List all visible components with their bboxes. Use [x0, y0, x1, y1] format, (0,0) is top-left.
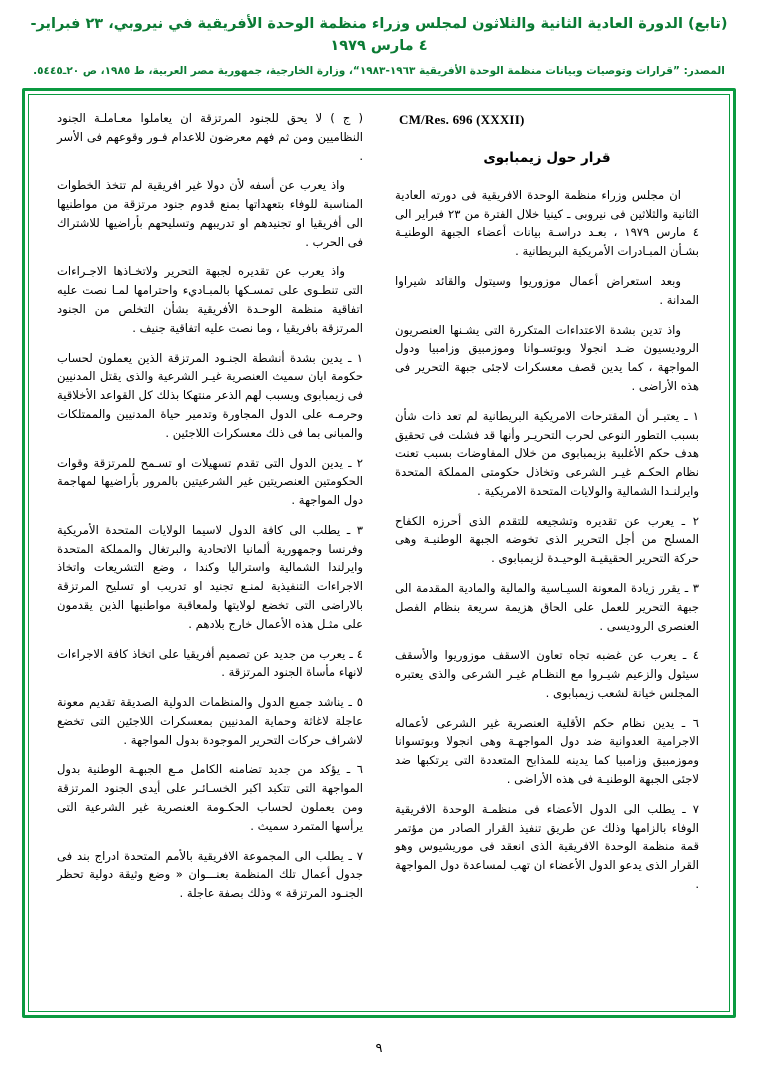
content-frame: [22, 88, 736, 1018]
document-title: قرار حول زيمبابوى: [483, 150, 611, 167]
paragraph: ٣ ـ يطلب الى كافة الدول لاسيما الولايات المتحدة الأمريكية وفرنسا وجمهورية ألمانيا الاتحادية والبرتغال والمملكة المتحدة وايرلندا الشمالية واستراليا وكندا ، وضع التشريعات واتخاذ الاجراءات التنفيذية لمنـع تجنيد او تدريب او تسليح المرتزقة بالاراضى التى تخضع لولايتها ولمعاقبة مواطنيها الذين يقدمون على مثـل هذه الأعمال خارج بلادهم .: [57, 522, 363, 631]
paragraph: ١ ـ يدين بشدة أنشطة الجنـود المرتزقة الذين يعملون لحساب حكومة ايان سميث العنصرية غيـر الشرعية والذى يقتل المدنيين فى زيمبابوى ويسبب لهم الذعر منتهكا بذلك كل القواعد الأخلاقية وحرمـه على الدول المجاورة وتدمير حياة المدنيين والممتلكات والمبانى بما فى ذلك معسكرات اللاجئين .: [57, 350, 363, 440]
paragraph: ٤ ـ يعرب عن غضبه تجاه تعاون الاسقف موزوريوا والأسقف سيثول والزعيم شيـروا مع النظـام غيـر الشرعى والذى يعتبره المجلس خيانة لشعب زيمبابوى .: [395, 648, 699, 700]
paragraph: ٤ ـ يعرب من جديد عن تصميم أفريقيا على اتخاذ كافة الاجراءات لانهاء مأساة الجنود المرتزقة .: [57, 646, 363, 680]
paragraph: ٣ ـ يقرر زيادة المعونة السيـاسية والمالية والمادية المقدمة الى جبهة التحرير للعمل على الحاق هزيمة سريعة بنظام الفصل العنصرى الروديسى .: [395, 580, 699, 633]
column-right: [379, 109, 711, 1001]
column-left: [47, 109, 379, 1001]
paragraph: ٦ ـ يؤكد من جديد تضامنه الكامل مـع الجبهـة الوطنية بدول المواجهة التى تتكبد اكبر الخسـائـر على أيدى الجنود المرتزقة ومن يعملون لحساب الحكـومة العنصرية غير الشرعية التى يرأسها المتمرد سميث .: [57, 762, 363, 833]
paragraph: ٥ ـ يناشد جميع الدول والمنظمات الدولية الصديقة تقديم معونة عاجلة لاغاثة وحماية المدنيين بمعسكرات اللاجئين التى تخضع لاشراف حركات التحرير الموجودة بدول المواجهة .: [57, 695, 363, 747]
paragraph: واذ تدين بشدة الاعتداءات المتكررة التى يشـنها العنصريون الروديسيون ضـد انجولا وبوتسـوانا وموزمبيق وزامبيا ودول المواجهة ، كما يدين قصف معسكرات لاجئى جبهة التحرير فى هذه الأراضى .: [395, 322, 699, 393]
paragraph: ٧ ـ يطلب الى المجموعة الافريقية بالأمم المتحدة ادراج بند فى جدول أعمال تلك المنظمة بعنـــوان « وضع وثيقة دولية تحظر الجنـود المرتزقة » وذلك بصفة عاجلة .: [57, 848, 363, 901]
paragraph: واذ يعرب عن تقديره لجبهة التحرير ولاتخـاذها الاجـراءات التى تنطـوى على تمسـكها بالمبـاديء واحترامها لمـا نصت عليه اتفاقية منظمة الوحـدة الأفريقية بشأن التخلص من الجنود المرتزقة بافريقيا ، وما نصت عليه اتفاقية جنيف .: [57, 264, 363, 335]
header-title: (تابع) الدورة العادية الثانية والثلاثون لمجلس وزراء منظمة الوحدة الأفريقية في نيروبي، ٢٣ فبراير- ٤ مارس ١٩٧٩: [30, 16, 728, 54]
paragraph: ٢ ـ يعرب عن تقديره وتشجيعه للتقدم الذى أحرزه الكفاح المسلح من أجل التحرير الذى تخوضه الجبهة الوطنيـة وهى حركة التحرير الحقيقيـة الوحيـدة لزيمبابوى .: [395, 513, 699, 566]
two-column-layout: [47, 109, 711, 1001]
paragraph: ١ ـ يعتبـر أن المقترحات الامريكية البريطانية لم تعد ذات شأن بسبب التطور النوعى لحرب التحريـر وأنها قد فشلت فى تحقيق هدف حكم الأغلبية بزيمبابوى من خلال المفاوضات بسبب تعنت نظام الحكـم غيـر الشرعى وتخاذل حكومتى المملكة المتحدة وايرلنـدا الشمالية والولايات المتحدة الامريكية .: [395, 408, 699, 498]
paragraph: واذ يعرب عن أسفه لأن دولا غير افريقية لم تتخذ الخطوات المناسبة للوفاء بتعهداتها بمنع قدوم جنود مرتزقة من مواطنيها الى أفريقيا او تجنيدهم او تدريبهم وتسليحهم بأراضيها للاشتراك فى الحرب .: [57, 178, 363, 249]
page-header: [0, 0, 758, 79]
page-number: ٩: [375, 1041, 383, 1056]
content-frame-inner: [28, 94, 730, 1012]
header-source: المصدر: ”قرارات وتوصيات وبيانات منظمة الوحدة الأفريقية ١٩٦٣-١٩٨٣“، وزارة الخارجية، جمهورية مصر العربية، ط ١٩٨٥، ص ٢٠ـ٥٤٤٥.: [33, 64, 725, 77]
paragraph: ( ج ) لا يحق للجنود المرتزقة ان يعاملوا معـاملـة الجنود النظاميين ومن ثم فهم معرضون للاعدام فـور وقوعهم فى الأسر .: [57, 111, 363, 163]
paragraph: ٦ ـ يدين نظام حكم الأقلية العنصرية غير الشرعى لأعماله الاجرامية العدوانية ضد دول المواجهـة وهى انجولا وبوتسوانا وموزمبيق وزامبيا كما يدينه للمذابح المتعددة التى يرتكبها ضد لاجئى الجبهة الوطنيـة فى هذه الأراضى .: [395, 715, 699, 786]
paragraph: ٧ ـ يطلب الى الدول الأعضاء فى منظمـة الوحدة الافريقية الوفاء بالزامها وذلك عن طريق تنفيذ القرار الصادر من مؤتمر قمة منظمة الوحدة الافريقية الذى انعقد فى موريشيوس وهو القرار الذى يدعو الدول الأعضاء ان تهب لمساعدة دول المواجهة .: [395, 801, 699, 891]
resolution-number: CM/Res. 696 (XXXII): [399, 112, 525, 127]
paragraph: وبعد استعراض أعمال موزوريوا وسيتول والقائد شيراوا المدانة .: [395, 274, 699, 307]
paragraph: ٢ ـ يدين الدول التى تقدم تسهيلات او تسـمح للمرتزقة وقوات الحكومتين العنصريتين غير الشرعيتين بالمرور بأراضيها لمهاجمة دول المواجهة .: [57, 455, 363, 508]
paragraph: ان مجلس وزراء منظمة الوحدة الافريقية فى دورته العادية الثانية والثلاثين فى نيروبى ـ كينيا خلال الفترة من ٢٣ فبراير الى ٤ مارس ١٩٧٩ ، بعـد دراسـة بيانات أعضاء الجبهة الوطنيـة بشـأن المبـادرات الأمريكية البريطانية .: [395, 187, 699, 259]
